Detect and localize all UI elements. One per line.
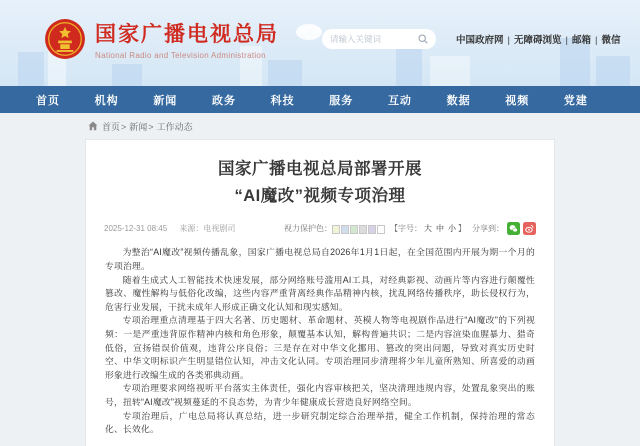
separator: |	[594, 35, 598, 46]
article-source: 电视剧司	[203, 224, 236, 234]
nav-item-5[interactable]: 服务	[329, 94, 354, 107]
site-brand[interactable]	[44, 18, 279, 60]
nav-item-9[interactable]: 党建	[563, 94, 588, 107]
eye-protect-label: 视力保护色：	[284, 224, 332, 234]
eye-protect-colors	[332, 224, 386, 233]
article-meta-row	[104, 222, 536, 235]
article-meta-left	[104, 223, 235, 234]
search-box[interactable]	[322, 29, 436, 49]
breadcrumb-item-2[interactable]: 工作动态	[156, 121, 193, 132]
font-size-option-1[interactable]: 中	[436, 224, 444, 234]
separator: |	[507, 35, 510, 46]
separator: >	[121, 121, 127, 132]
separator: |	[565, 35, 568, 46]
eye-color-swatch-3[interactable]	[359, 225, 367, 234]
source-label: 来源：	[179, 224, 204, 234]
header-links	[456, 32, 620, 46]
home-icon[interactable]	[88, 121, 98, 131]
cloud-decoration	[296, 24, 322, 40]
paragraph-1: 随着生成式人工智能技术快速发展，部分网络账号滥用AI工具，对经典影视、动画片等内容进行颠覆性篡改、魔性解构与低俗化改编，这些内容严重背离经典作品精神内核，扰乱网络传播秩序，助长侵权行为，危害行业发展，干扰未成年人形成正确文化认知和现实感知。	[105, 274, 535, 312]
header-right	[322, 29, 620, 49]
article-body	[105, 246, 535, 436]
national-emblem-logo	[44, 18, 86, 60]
nav-item-4[interactable]: 科技	[270, 94, 295, 107]
search-icon[interactable]	[418, 34, 428, 44]
header-link-3[interactable]: 微信	[601, 35, 621, 46]
weibo-share-icon[interactable]	[523, 222, 536, 235]
brand-text	[95, 18, 279, 60]
paragraph-0: 为整治“AI魔改”视频传播乱象，国家广播电视总局自2026年1月1日起，在全国范围内开展为期一个月的专项治理。	[105, 247, 535, 272]
wechat-share-icon[interactable]	[507, 222, 520, 235]
site-title: 国家广播电视总局	[95, 23, 279, 46]
eye-color-swatch-0[interactable]	[332, 225, 340, 234]
font-size-options	[422, 223, 458, 234]
breadcrumb-item-0[interactable]: 首页	[102, 121, 121, 132]
site-header	[0, 0, 640, 86]
header-link-0[interactable]: 中国政府网	[456, 35, 504, 46]
paragraph-3: 专项治理要求网络视听平台落实主体责任，强化内容审核把关，坚决清理违规内容，处置乱象突出的账号，扭转“AI魔改”视频蔓延的不良态势，为青少年健康成长营造良好网络空间。	[105, 383, 535, 407]
nav-item-3[interactable]: 政务	[211, 94, 236, 107]
breadcrumb-item-1[interactable]: 新闻	[129, 121, 148, 132]
eye-color-swatch-2[interactable]	[350, 225, 358, 234]
paragraph-4: 专项治理后，广电总局将认真总结，进一步研究制定综合治理举措，健全工作机制，保持治理的常态化、长效化。	[105, 410, 535, 435]
article-meta-right	[284, 222, 536, 235]
header-link-1[interactable]: 无障碍浏览	[513, 35, 562, 46]
breadcrumb-trail	[102, 120, 193, 133]
paragraph-2: 专项治理重点清理基于四大名著、历史题材、革命题材、英模人物等电视剧作品进行“AI魔改”的下列视频：一是严重违背原作精神内核和角色形象，颠覆基本认知，解构普遍共识；二是内容渲染血腥暴力、猎奇低俗，宣扬错误价值观，违背公序良俗；三是存在对中华文化挪用、篡改的突出问题，导致对真实历史时空、中华文明标识产生明显错位认知，冲击文化认同。专项治理同步清理将少年儿童所熟知、所喜爱的动画形象进行改编生成的各类邪典动画。	[105, 315, 535, 380]
article-title	[116, 156, 524, 209]
article-title-line2: “AI魔改”视频专项治理	[234, 186, 406, 205]
article-card	[85, 139, 555, 446]
nav-item-1[interactable]: 机构	[94, 94, 119, 107]
font-size-label-close: 】	[458, 224, 466, 234]
nav-item-6[interactable]: 互动	[387, 94, 412, 107]
eye-color-swatch-1[interactable]	[341, 225, 349, 234]
eye-color-swatch-5[interactable]	[377, 225, 385, 234]
font-size-label-open: 【字号：	[390, 224, 422, 234]
share-label: 分享到：	[472, 224, 504, 234]
main-nav	[0, 86, 640, 113]
source-wrap	[179, 224, 235, 233]
site-subtitle: National Radio and Television Administration	[95, 51, 266, 60]
nav-item-0[interactable]: 首页	[36, 94, 60, 107]
font-size-option-2[interactable]: 小	[448, 224, 456, 234]
article-title-line1: 国家广播电视总局部署开展	[218, 160, 422, 178]
nav-item-7[interactable]: 数据	[446, 94, 471, 107]
breadcrumb	[0, 113, 640, 139]
font-size-option-0[interactable]: 大	[424, 224, 432, 234]
separator: >	[148, 121, 154, 132]
publish-date: 2025-12-31 08:45	[104, 224, 168, 234]
search-input[interactable]	[330, 34, 412, 44]
header-link-2[interactable]: 邮箱	[571, 35, 591, 46]
nav-item-8[interactable]: 视频	[505, 94, 530, 107]
nav-item-2[interactable]: 新闻	[153, 94, 178, 107]
eye-color-swatch-4[interactable]	[368, 225, 376, 234]
